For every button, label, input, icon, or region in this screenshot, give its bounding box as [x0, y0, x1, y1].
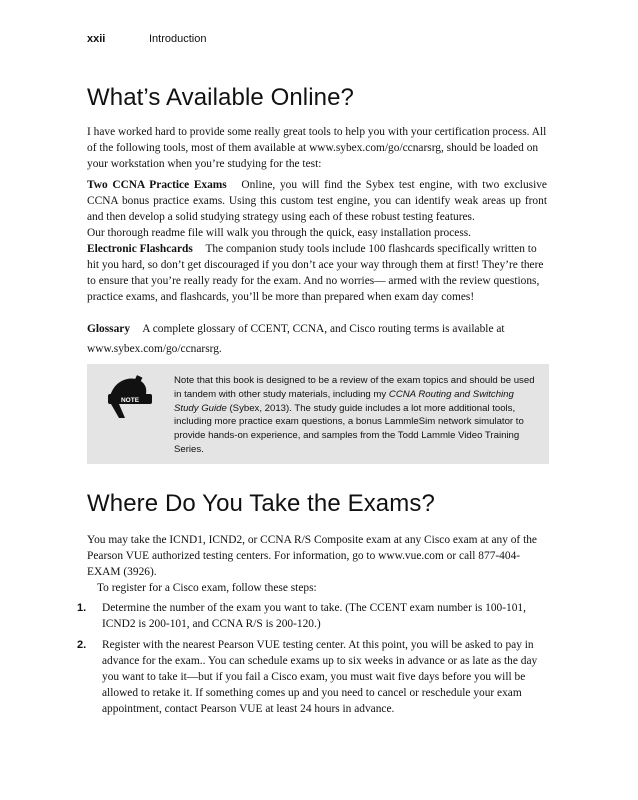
- note-text: [174, 374, 539, 457]
- page-number: xxii: [87, 33, 106, 45]
- step-text: Determine the number of the exam you want to take. (The CCENT exam number is 100-101, ICND2 is 200-101, and CCNA R/S is 200-120.): [102, 602, 526, 630]
- practice-exams-term: Two CCNA Practice Exams: [87, 179, 227, 191]
- running-header: [87, 33, 206, 45]
- note-book-title: CCNA Routing and Switching Study Guide: [174, 388, 514, 414]
- step-text: Register with the nearest Pearson VUE testing center. At this point, you will be asked to pay in advance for the exam.. You can schedule exams up to six weeks in advance or as late as the day you want to take it—but if you fail a Cisco exam, you must wait five days before you will be allowed to retake it. If something comes up and you need to cancel or reschedule your exam appointment, contact Pearson VUE at least 24 hours in advance.: [102, 639, 538, 715]
- glossary-text: A complete glossary of CCENT, CCNA, and Cisco routing terms is available at www.sybex.com/go/ccnarsrg.: [87, 323, 505, 355]
- step-number: 2.: [77, 639, 87, 651]
- note-icon: [105, 374, 155, 420]
- step-number: 1.: [77, 602, 87, 614]
- practice-exams-paragraph: [87, 177, 547, 225]
- registration-steps-list: [77, 600, 547, 717]
- note-box: [87, 364, 549, 464]
- section-online-body: [87, 124, 547, 359]
- note-text-end: (Sybex, 2013). The study guide includes a lot more additional tools, including more practice exam questions, a bonus LammleSim network simulator to provide hands-on experience, and samples from the Todd Lammle Video Training Series.: [174, 402, 524, 455]
- glossary-term: Glossary: [87, 323, 131, 335]
- practice-exams-text: Online, you will find the Sybex test engine, with two exclusive CCNA bonus practice exams. Using this custom test engine, you can identify weak areas up front and then develop a solid studying strategy using each of these robust testing features.: [87, 179, 547, 223]
- exams-intro-paragraph: You may take the ICND1, ICND2, or CCNA R/S Composite exam at any Cisco exam at any of the Pearson VUE authorized testing centers. For information, go to www.vue.com or call 877-404-EXAM (3926).: [87, 534, 537, 578]
- section-heading-exams: Where Do You Take the Exams?: [87, 490, 435, 517]
- list-item: [77, 637, 547, 717]
- flashcards-paragraph: [87, 241, 547, 305]
- exams-lead-sentence: To register for a Cisco exam, follow these steps:: [97, 582, 317, 594]
- note-icon-label: NOTE: [120, 397, 140, 404]
- section-heading-online: What’s Available Online?: [87, 84, 355, 111]
- flashcards-text: The companion study tools include 100 flashcards specifically written to hit you hard, so don’t get discouraged if you don’t ace your way through them at first! They’re there to ensure that you’re really ready for the exam. And no worries— armed with the review questions, practice exams, and flashcards, you’ll be more than prepared when exam day comes!: [87, 243, 544, 303]
- online-intro-paragraph: I have worked hard to provide some really great tools to help you with your certification process. All of the following tools, most of them available at www.sybex.com/go/ccnarsrg, should be loaded on your workstation when you’re studying for the test:: [87, 126, 547, 170]
- readme-paragraph: Our thorough readme file will walk you through the quick, easy installation process.: [87, 227, 472, 239]
- note-text-start: Note that this book is designed to be a review of the exam topics and should be used in tandem with other study materials, including my: [174, 375, 535, 400]
- flashcards-term: Electronic Flashcards: [87, 243, 193, 255]
- list-item: [77, 600, 547, 632]
- section-exams-body: [77, 532, 547, 722]
- glossary-paragraph: [87, 319, 547, 359]
- running-section-title: Introduction: [149, 33, 207, 45]
